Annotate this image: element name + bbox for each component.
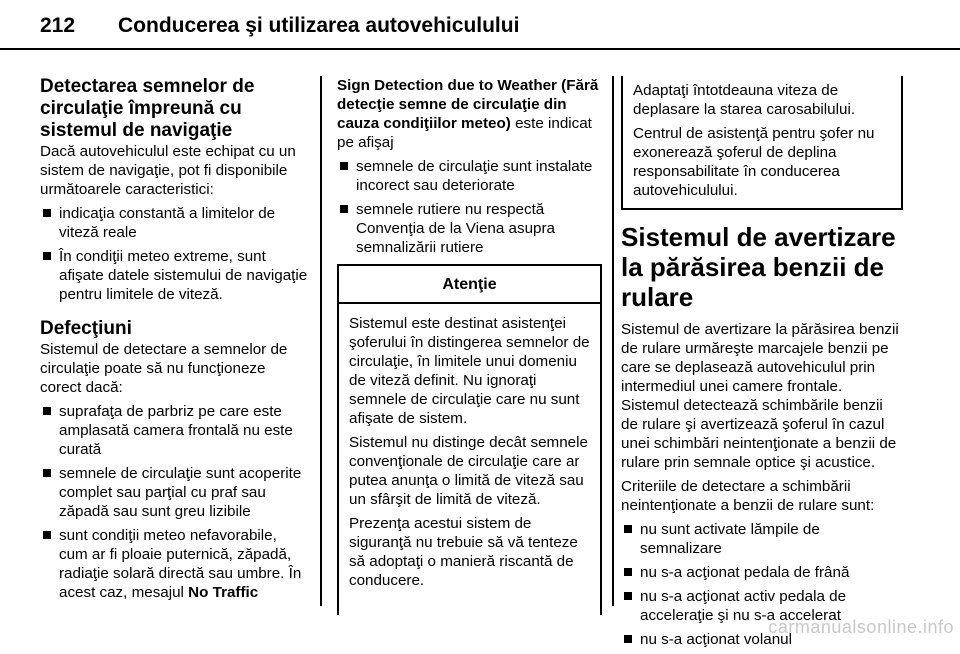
bullet-icon (43, 469, 51, 477)
bullet-icon (624, 592, 632, 600)
watermark: carmanualsonline.info (768, 617, 954, 637)
chapter-title: Conducerea şi utilizarea autovehiculului (118, 14, 520, 37)
list-item: În condiţii meteo extreme, sunt afişate datele sistemului de navigaţie pentru limitele de viteză. (40, 247, 308, 304)
list-item: nu sunt activate lămpile de semnalizare (621, 520, 903, 558)
column-separator-2 (612, 76, 614, 606)
warning-box-body (337, 304, 602, 615)
warning-paragraph: Sistemul nu distinge decât semnele convenţionale de circulaţie care ar putea anunţa o limită de viteză sau un sfârşit de limită de viteză. (349, 434, 588, 508)
list-item: sunt condiţii meteo nefavorabile, cum ar fi ploaie puternică, zăpadă, radiaţie solară directă sau umbre. În acest caz, mesajul No Traffic (40, 526, 308, 602)
warning-box-title: Atenţie (337, 264, 602, 304)
warning-paragraph: Adaptaţi întotdeauna viteza de deplasare la starea carosabilului. (633, 82, 856, 118)
list-item: nu s-a acţionat volanul (621, 630, 903, 649)
message-text: Sign Detection due to Weather (Fără detecţie semne de circulaţie din cauza condiţiilor meteo) (337, 77, 599, 132)
features-list (40, 204, 308, 304)
list-item: semnele rutiere nu respectă Convenţia de la Viena asupra semnalizării rutiere (337, 200, 602, 257)
bullet-icon (43, 407, 51, 415)
section-heading-navigation: Detectarea semnelor de circulaţie împreună cu sistemul de navigaţie (40, 76, 255, 141)
column-1 (40, 76, 308, 607)
warning-paragraph: Prezenţa acestui sistem de siguranţă nu trebuie să vă tenteze să adoptaţi o manieră riscantă de conducere. (349, 515, 578, 589)
page-header (40, 14, 519, 38)
warning-paragraph: Sistemul este destinat asistenţei şoferului în distingerea semnelor de circulaţie, în limitele unui domeniu de viteză definit. Nu ignoraţi semnele de circulaţie care nu sunt afişate de sistem. (349, 315, 590, 427)
section-heading-lane-departure: Sistemul de avertizare la părăsirea benzii de rulare (621, 222, 896, 312)
bullet-icon (43, 209, 51, 217)
bullet-icon (43, 252, 51, 260)
warning-paragraph: Centrul de asistenţă pentru şofer nu exonerează şoferul de deplina responsabilitate în conducerea autovehiculului. (633, 125, 875, 199)
header-rule (0, 48, 960, 50)
list-item: suprafaţa de parbriz pe care este amplasată camera frontală nu este curată (40, 402, 308, 459)
bullet-icon (624, 568, 632, 576)
bullet-icon (624, 525, 632, 533)
causes-list (337, 157, 602, 257)
warning-box-continued (621, 76, 903, 210)
lane-paragraph: Sistemul de avertizare la părăsirea benzii de rulare urmăreşte marcajele benzii pe care se deplasează autovehiculul prin intermediul unei camere frontale. Sistemul detectează schimbările benzii de rulare şi avertizează şoferul în cazul unei schimbări neintenţionate a benzii de rulare prin semnale optice şi acustice. (621, 321, 899, 471)
message-name: No Traffic (188, 584, 259, 601)
column-2 (337, 76, 602, 615)
section-heading-defects: Defecţiuni (40, 318, 132, 339)
column-separator-1 (320, 76, 322, 606)
bullet-icon (340, 205, 348, 213)
column-3 (621, 76, 903, 654)
defects-list (40, 402, 308, 602)
bullet-icon (340, 162, 348, 170)
page-number: 212 (40, 14, 76, 37)
defects-intro: Sistemul de detectare a semnelor de circulaţie poate să nu funcţioneze corect dacă: (40, 341, 288, 396)
bullet-icon (43, 531, 51, 539)
warning-box (337, 264, 602, 615)
list-item: nu s-a acţionat pedala de frână (621, 563, 903, 582)
intro-paragraph: Dacă autovehiculul este echipat cu un sistem de navigaţie, pot fi disponibile următoarele caracteristici: (40, 143, 296, 198)
lane-criteria-intro: Criteriile de detectare a schimbării neintenţionate a benzii de rulare sunt: (621, 478, 875, 514)
continued-paragraph: Sign Detection due to Weather (Fără detecţie semne de circulaţie din cauza condiţiilor meteo) este indicat pe afişaj (337, 77, 599, 151)
list-item: indicaţia constantă a limitelor de viteză reale (40, 204, 308, 242)
list-item: semnele de circulaţie sunt acoperite complet sau parţial cu praf sau zăpadă sau sunt greu lizibile (40, 464, 308, 521)
list-item: nu s-a acţionat activ pedala de acceleraţie şi nu s-a accelerat (621, 587, 903, 625)
list-item: semnele de circulaţie sunt instalate incorect sau deteriorate (337, 157, 602, 195)
